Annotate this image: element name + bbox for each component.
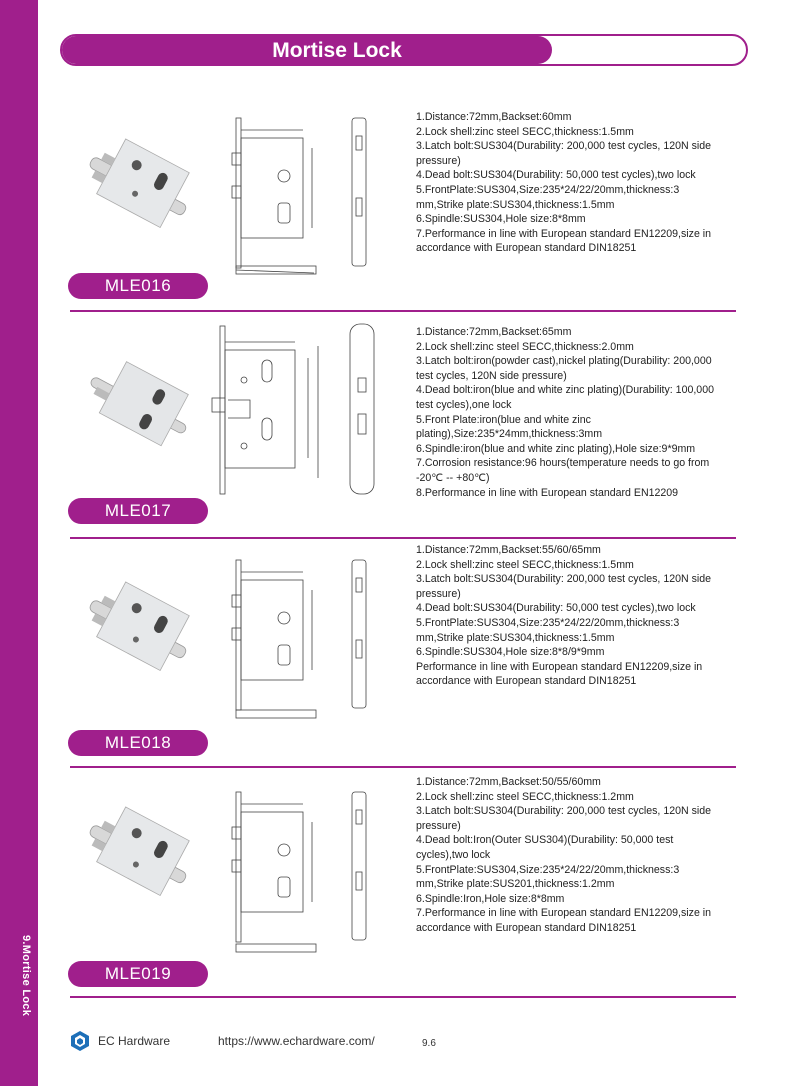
- spec-line: 7.Performance in line with European standard EN12209,size in accordance with European standard DIN18251: [416, 227, 712, 255]
- spec-line: 1.Distance:72mm,Backset:55/60/65mm: [416, 544, 601, 556]
- model-label: MLE019: [68, 961, 208, 987]
- spec-line: 6.Spindle:SUS304,Hole size:8*8mm: [416, 213, 586, 226]
- side-section-label: 9.Mortise Lock: [20, 935, 32, 1017]
- lock-photo: [78, 352, 196, 464]
- spec-line: 5.FrontPlate:SUS304,Size:235*24/22/20mm,thickness:3 mm,Strike plate:SUS201,thickness:1.2mm: [416, 863, 680, 891]
- spec-line: 4.Dead bolt:iron(blue and white zinc plating)(Durability: 100,000 test cycles),one lock: [416, 384, 714, 411]
- lock-technical-drawing: [214, 550, 404, 730]
- section-divider: [70, 996, 736, 998]
- lock-technical-drawing: [214, 108, 404, 288]
- website-url[interactable]: https://www.echardware.com/: [218, 1034, 375, 1048]
- spec-line: 2.Lock shell:zinc steel SECC,thickness:1.2mm: [416, 790, 634, 803]
- side-bar: [0, 0, 38, 1086]
- spec-line: 6.Spindle:iron(blue and white zinc plating),Hole size:9*9mm: [416, 442, 696, 455]
- lock-technical-drawing: [214, 782, 404, 962]
- spec-line: 1.Distance:72mm,Backset:50/55/60mm: [416, 776, 601, 788]
- lock-photo: [78, 575, 196, 687]
- spec-line: 6.Spindle:Iron,Hole size:8*8mm: [416, 892, 565, 905]
- spec-line: 3.Latch bolt:SUS304(Durability: 200,000 test cycles, 120N side pressure): [416, 573, 712, 600]
- spec-list: [416, 775, 726, 936]
- spec-line: 3.Latch bolt:SUS304(Durability: 200,000 test cycles, 120N side pressure): [416, 805, 712, 832]
- lock-photo: [78, 132, 196, 244]
- spec-line: 4.Dead bolt:SUS304(Durability: 50,000 test cycles),two lock: [416, 602, 696, 615]
- page-title: Mortise Lock: [272, 39, 402, 62]
- spec-line: 4.Dead bolt:Iron(Outer SUS304)(Durability: 50,000 test cycles),two lock: [416, 834, 674, 861]
- spec-line: 8.Performance in line with European standard EN12209: [416, 486, 679, 499]
- ec-hardware-logo-icon: [70, 1030, 90, 1052]
- brand-name: EC Hardware: [98, 1034, 171, 1048]
- spec-line: 1.Distance:72mm,Backset:60mm: [416, 111, 572, 123]
- model-label: MLE016: [68, 273, 208, 299]
- spec-list: [416, 110, 726, 256]
- spec-line: 6.Spindle:SUS304,Hole size:8*8/9*9mm: [416, 646, 605, 659]
- title-banner: [60, 34, 748, 66]
- model-label: MLE017: [68, 498, 208, 524]
- section-divider: [70, 310, 736, 312]
- model-label: MLE018: [68, 730, 208, 756]
- section-divider: [70, 766, 736, 768]
- spec-line: 5.FrontPlate:SUS304,Size:235*24/22/20mm,thickness:3 mm,Strike plate:SUS304,thickness:1.5mm: [416, 616, 680, 644]
- spec-line: 4.Dead bolt:SUS304(Durability: 50,000 test cycles),two lock: [416, 169, 696, 182]
- spec-line: 2.Lock shell:zinc steel SECC,thickness:1.5mm: [416, 558, 634, 571]
- spec-line: 5.FrontPlate:SUS304,Size:235*24/22/20mm,thickness:3 mm,Strike plate:SUS304,thickness:1.5mm: [416, 183, 680, 211]
- spec-line: 2.Lock shell:zinc steel SECC,thickness:1.5mm: [416, 125, 634, 138]
- spec-list: [416, 543, 726, 689]
- spec-list: [416, 325, 726, 500]
- lock-photo: [78, 800, 196, 912]
- spec-line: 7.Performance in line with European standard EN12209,size in accordance with European standard DIN18251: [416, 907, 712, 934]
- spec-line: 7.Corrosion resistance:96 hours(temperature needs to go from -20℃ -- +80℃): [416, 457, 710, 484]
- section-divider: [70, 537, 736, 539]
- lock-technical-drawing: [200, 318, 400, 500]
- spec-line: Performance in line with European standard EN12209,size in accordance with European standard DIN18251: [416, 660, 703, 688]
- spec-line: 3.Latch bolt:iron(powder cast),nickel plating(Durability: 200,000 test cycles, 120N side pressure): [416, 355, 712, 382]
- spec-line: 3.Latch bolt:SUS304(Durability: 200,000 test cycles, 120N side pressure): [416, 140, 712, 167]
- page-number: 9.6: [422, 1038, 436, 1049]
- spec-line: 1.Distance:72mm,Backset:65mm: [416, 326, 572, 338]
- spec-line: 2.Lock shell:zinc steel SECC,thickness:2.0mm: [416, 340, 634, 353]
- spec-line: 5.Front Plate:iron(blue and white zinc plating),Size:235*24mm,thickness:3mm: [416, 413, 603, 441]
- page-footer: [70, 1028, 750, 1058]
